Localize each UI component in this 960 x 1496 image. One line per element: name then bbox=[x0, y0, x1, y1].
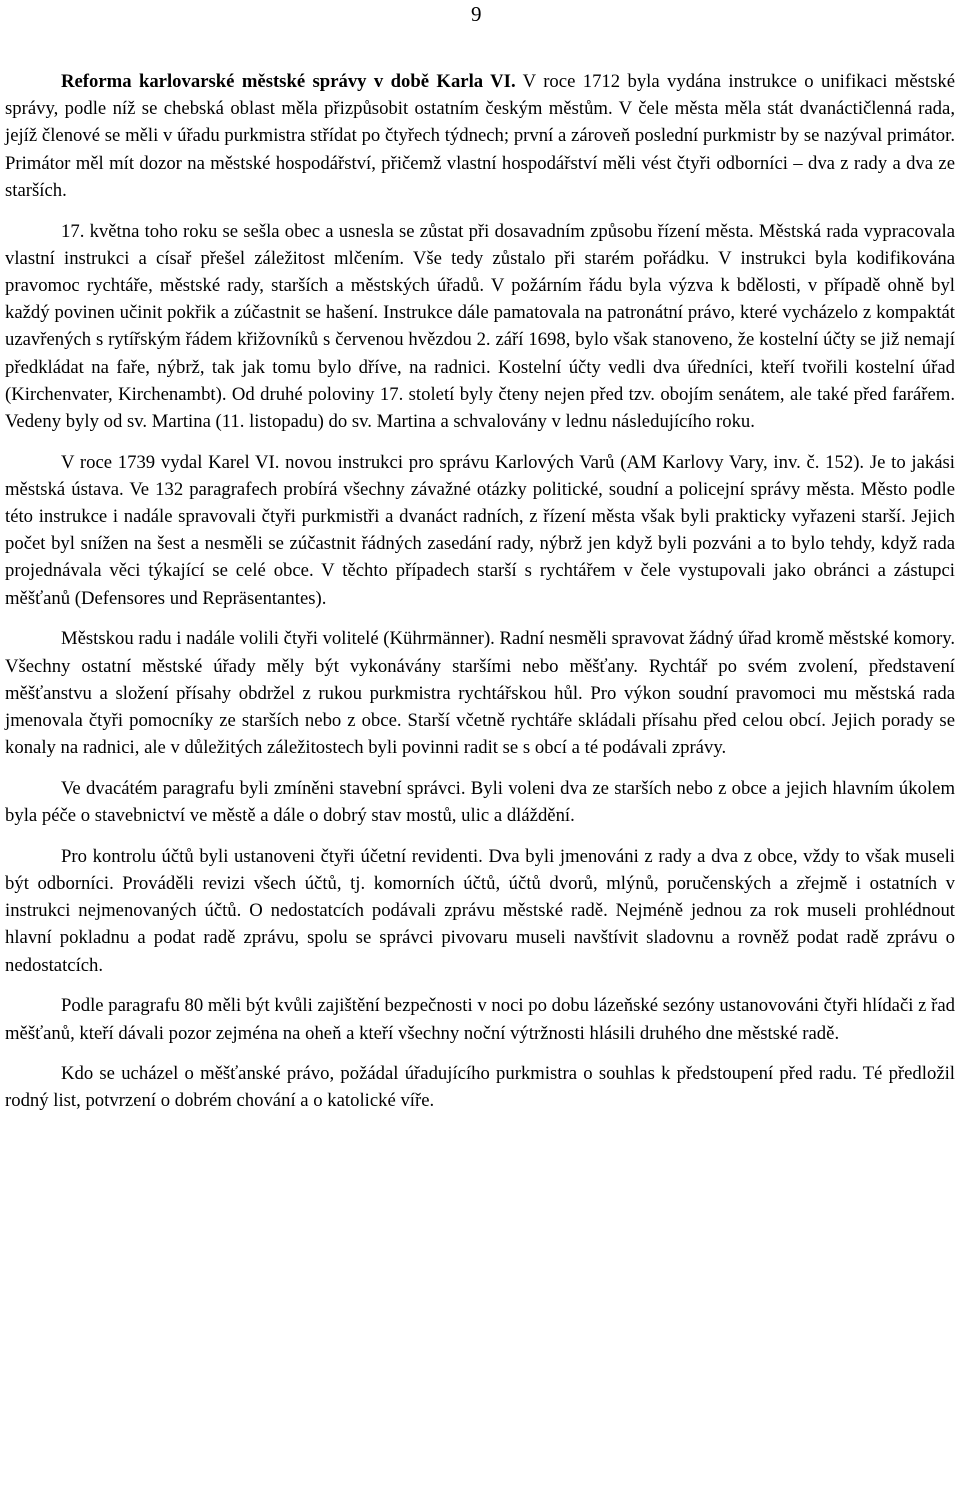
paragraph-2: 17. května toho roku se sešla obec a usnesla se zůstat při dosavadním způsobu řízení města. Městská rada vypracovala vlastní instrukci a císař přešel záležitost mlčením. Vše tedy zůstalo při starém pořádku. V instrukci byla kodifikována pravomoc rychtáře, městské rady, starších a městských úřadů. V požárním řádu byla výzva k bdělosti, v případě ohně byl každý povinen učinit pokřik a zúčastnit se hašení. Instrukce dále pamatovala na patronátní právo, které vycházelo z kompaktát uzavřených s rytířským řádem křižovníků s červenou hvězdou 2. září 1698, bylo však stanoveno, že kostelní účty se již nemají předkládat na faře, nýbrž, tak jak tomu bylo dříve, na radnici. Kostelní účty vedli dva úředníci, kteří tvořili kostelní úřad (Kirchenvater, Kirchenambt). Od druhé poloviny 17. století byly čteny nejen před tzv. obojím senátem, ale také před farářem. Vedeny byly od sv. Martina (11. listopadu) do sv. Martina a schvalovány v lednu následujícího roku. bbox=[5, 220, 955, 432]
paragraph-1-text: V roce 1712 byla vydána instrukce o unifikaci městské správy, podle níž se chebská oblast měla přizpůsobit ostatním českým městům. V čele města měla stát dvanáctičlenná rada, jejíž členové se měli v úřadu purkmistra střídat po čtyřech týdnech; první a zároveň poslední purkmistr by se nazýval primátor. Primátor měl mít dozor na městské hospodářství, přičemž vlastní hospodářství měli vést čtyři odborníci – dva z rady a dva ze starších. bbox=[5, 71, 955, 201]
paragraph-8: Kdo se ucházel o měšťanské právo, požádal úřadujícího purkmistra o souhlas k předstoupení před radu. Té předložil rodný list, potvrzení o dobrém chování a o katolické víře. bbox=[5, 1063, 955, 1112]
page-number: 9 bbox=[471, 2, 482, 26]
paragraph-5: Ve dvacátém paragrafu byli zmíněni stavební správci. Byli voleni dva ze starších nebo z obce a jejich hlavním úkolem byla péče o stavebnictví ve městě a dále o dobrý stav mostů, ulic a dláždění. bbox=[5, 777, 955, 827]
paragraph-1 bbox=[5, 68, 955, 204]
paragraph-7: Podle paragrafu 80 měli být kvůli zajištění bezpečnosti v noci po dobu lázeňské sezóny ustanovováni čtyři hlídači z řad měšťanů, kteří dávali pozor zejména na oheň a kteří všechny noční výtržnosti hlásili druhého dne městské radě. bbox=[5, 995, 955, 1044]
section-heading: Reforma karlovarské městské správy v době Karla VI. bbox=[61, 71, 516, 92]
paragraph-6: Pro kontrolu účtů byli ustanoveni čtyři účetní revidenti. Dva byli jmenováni z rady a dva z obce, vždy to však museli být odborníci. Prováděli revizi všech účtů, tj. komorních účtů, účtů dvorů, mlýnů, poručenských a zřejmě i ostatních v instrukci nejmenovaných účtů. O nedostatcích podávali zprávu městské radě. Nejméně jednou za rok museli prohlédnout hlavní pokladnu a podat radě zprávu, spolu se správci pivovaru museli navštívit sladovnu a rovněž podat radě zprávu o nedostatcích. bbox=[5, 845, 955, 976]
paragraph-3: V roce 1739 vydal Karel VI. novou instrukci pro správu Karlových Varů (AM Karlovy Vary, inv. č. 152). Je to jakási městská ústava. Ve 132 paragrafech probírá všechny závažné otázky politické, soudní a policejní správy města. Město podle této instrukce i nadále spravovali čtyři purkmistři a dvanáct radních, z řízení města však byli prakticky vyřazeni starší. Jejich počet byl snížen na šest a nesměli se zúčastnit řádných zasedání rady, nýbrž jen když byli pozváni a to bylo tehdy, když rada projednávala věci týkající se celé obce. V těchto případech starší s rychtářem v čele vystupovali jako obránci a zástupci měšťanů (Defensores und Repräsentantes). bbox=[5, 451, 955, 609]
document-body bbox=[5, 68, 955, 1128]
paragraph-4: Městskou radu i nadále volili čtyři volitelé (Kührmänner). Radní nesměli spravovat žádný úřad kromě městské komory. Všechny ostatní městské úřady měly být vykonávány staršími nebo měšťany. Rychtář po svém zvolení, představení měšťanstvu a složení přísahy obdržel z rukou purkmistra rychtářskou hůl. Pro výkon soudní pravomoci mu městská rada jmenovala čtyři pomocníky ze starších nebo z obce. Starší včetně rychtáře skládali přísahu před celou obcí. Jejich porady se konaly na radnici, ale v důležitých záležitostech byli povinni radit se s obcí a té podávali zprávy. bbox=[5, 628, 955, 759]
